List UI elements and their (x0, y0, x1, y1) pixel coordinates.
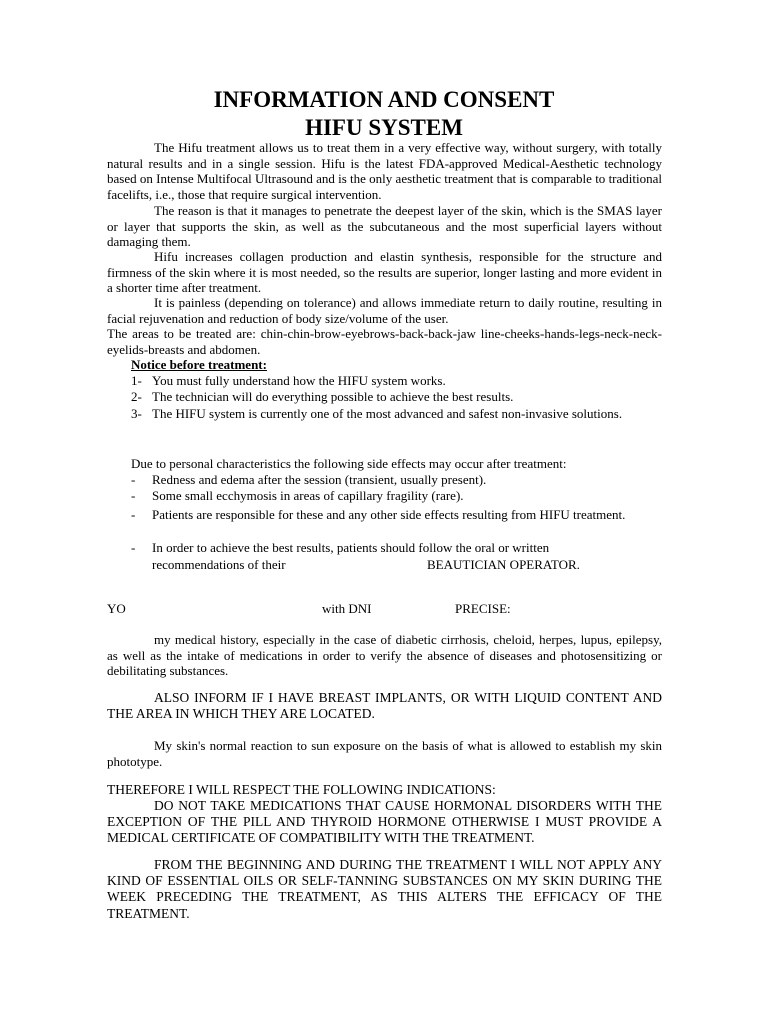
list-item-text: The HIFU system is currently one of the most advanced and safest non-invasive solutions. (152, 406, 623, 422)
list-item-continuation (131, 556, 662, 573)
list-item-text: Some small ecchymosis in areas of capillary fragility (rare). (152, 487, 464, 503)
collagen-paragraph: Hifu increases collagen production and elastin synthesis, responsible for the structure and firmness of the skin where it is most needed, so the results are superior, longer lasting and more evident in a shorter time after treatment. (107, 249, 662, 296)
medical-history-paragraph: my medical history, especially in the case of diabetic cirrhosis, cheloid, herpes, lupus, epilepsy, as well as the intake of medications in order to verify the absence of diseases and photosensitizing or debilitating substances. (107, 632, 662, 679)
list-item (131, 539, 662, 556)
title-block (0, 86, 768, 142)
list-item-text: Patients are responsible for these and any other side effects resulting from HIFU treatment. (152, 507, 626, 523)
list-marker: 2- (131, 388, 142, 404)
indications-heading: THEREFORE I WILL RESPECT THE FOLLOWING INDICATIONS: (107, 782, 496, 797)
list-marker: 3- (131, 406, 142, 422)
essential-oils-indication: FROM THE BEGINNING AND DURING THE TREATMENT I WILL NOT APPLY ANY KIND OF ESSENTIAL OILS OR SELF-TANNING SUBSTANCES ON MY SKIN DURING THE WEEK PRECEDING THE TREATMENT, AS THIS ALTERS THE EFFICACY OF THE TREATMENT. (107, 857, 662, 921)
list-marker: - (131, 472, 136, 487)
side-effects-list (131, 472, 662, 523)
skin-phototype-paragraph: My skin's normal reaction to sun exposure on the basis of what is allowed to establish my skin phototype. (107, 738, 662, 769)
list-item (131, 488, 662, 504)
document-subtitle: HIFU SYSTEM (305, 115, 463, 140)
dni-label: with DNI (322, 601, 372, 616)
precise-label: PRECISE: (455, 601, 511, 616)
notice-heading: Notice before treatment: (131, 357, 267, 372)
list-marker: - (131, 507, 136, 523)
list-marker: - (131, 487, 136, 503)
list-item (131, 373, 662, 389)
patient-identity-row (0, 601, 768, 617)
areas-paragraph: The areas to be treated are: chin-chin-brow-eyebrows-back-back-jaw line-cheeks-hands-legs-neck-neck-eyelids-breasts and abdomen. (107, 326, 662, 357)
document-title: INFORMATION AND CONSENT (213, 87, 555, 112)
list-item (131, 404, 662, 423)
smas-paragraph: The reason is that it manages to penetrate the deepest layer of the skin, which is the SMAS layer or layer that supports the skin, as well as the subcutaneous and the most superficial layers without damaging them. (107, 203, 662, 250)
list-item-text: Redness and edema after the session (transient, usually present). (152, 472, 487, 487)
list-marker: 1- (131, 373, 142, 388)
list-item-text: The technician will do everything possible to achieve the best results. (152, 388, 514, 404)
list-item (131, 389, 662, 405)
medications-indication: DO NOT TAKE MEDICATIONS THAT CAUSE HORMONAL DISORDERS WITH THE EXCEPTION OF THE PILL AND THYROID HORMONE OTHERWISE I MUST PROVIDE A MEDICAL CERTIFICATE OF COMPATIBILITY WITH THE TREATMENT. (107, 798, 662, 846)
intro-paragraph: The Hifu treatment allows us to treat them in a very effective way, without surgery, with totally natural results and in a single session. Hifu is the latest FDA-approved Medical-Aesthetic technology based on Intense Multifocal Ultrasound and is the only aesthetic treatment that is comparable to traditional facelifts, i.e., those that require surgical intervention. (107, 140, 662, 202)
painless-paragraph: It is painless (depending on tolerance) and allows immediate return to daily routine, resulting in facial rejuvenation and reduction of body size/volume of the user. (107, 295, 662, 326)
recommendations-text: recommendations of their (152, 557, 286, 572)
beautician-operator-text: BEAUTICIAN OPERATOR. (427, 557, 580, 572)
breast-implants-paragraph: ALSO INFORM IF I HAVE BREAST IMPLANTS, OR WITH LIQUID CONTENT AND THE AREA IN WHICH THEY ARE LOCATED. (107, 690, 662, 722)
notice-list (131, 373, 662, 423)
recommendation-list (131, 539, 662, 573)
list-item (131, 506, 662, 523)
list-item (131, 472, 662, 488)
list-marker: - (131, 540, 136, 555)
yo-label: YO (107, 601, 126, 616)
list-item-text: In order to achieve the best results, patients should follow the oral or written (152, 540, 550, 555)
side-effects-intro: Due to personal characteristics the following side effects may occur after treatment: (131, 456, 567, 471)
list-item-text: You must fully understand how the HIFU system works. (152, 373, 446, 388)
